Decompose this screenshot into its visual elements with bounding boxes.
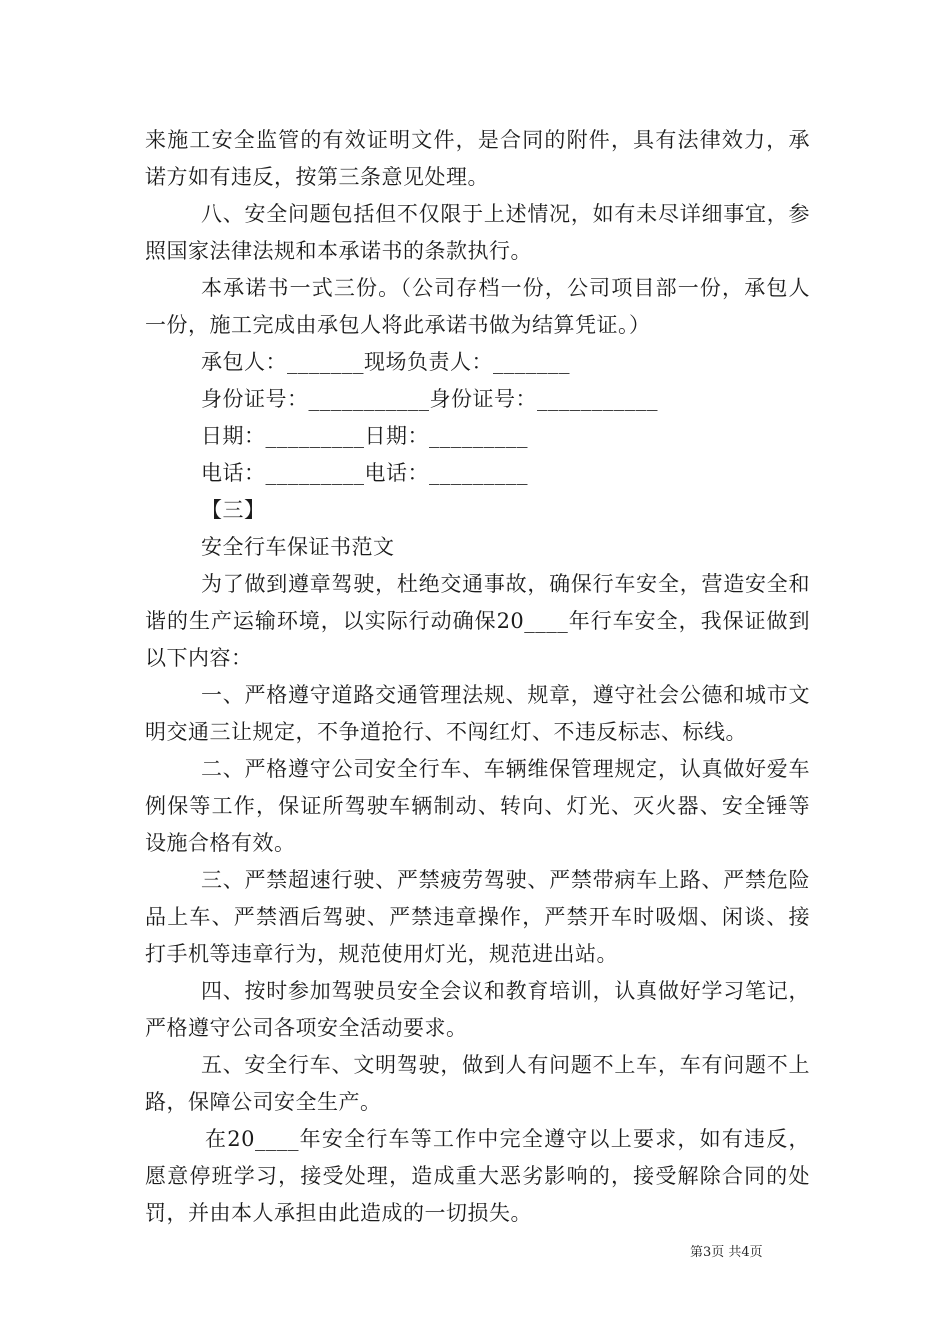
paragraph-item-eight: 八、安全问题包括但不仅限于上述情况，如有未尽详细事宜，参照国家法律法规和本承诺书的条款执行。 <box>145 202 810 263</box>
signature-line-date: 日期：_________日期：_________ <box>201 424 528 448</box>
paragraph-intro: 为了做到遵章驾驶，杜绝交通事故，确保行车安全，营造安全和谐的生产运输环境，以实际行动确保20____年行车安全，我保证做到以下内容： <box>145 572 810 670</box>
paragraph-closing: 在20____年安全行车等工作中完全遵守以上要求，如有违反，愿意停班学习，接受处理，造成重大恶劣影响的，接受解除合同的处罚，并由本人承担由此造成的一切损失。 <box>145 1127 810 1225</box>
section-marker: 【三】 <box>201 498 266 522</box>
paragraph-item-three: 三、严禁超速行驶、严禁疲劳驾驶、严禁带病车上路、严禁危险品上车、严禁酒后驾驶、严禁违章操作，严禁开车时吸烟、闲谈、接打手机等违章行为，规范使用灯光，规范进出站。 <box>145 868 810 966</box>
document-body <box>145 122 810 1232</box>
paragraph-item-one: 一、严格遵守道路交通管理法规、规章，遵守社会公德和城市文明交通三让规定，不争道抢行、不闯红灯、不违反标志、标线。 <box>145 683 810 744</box>
section-title: 安全行车保证书范文 <box>201 535 395 559</box>
paragraph-copies-note: 本承诺书一式三份。（公司存档一份，公司项目部一份，承包人一份，施工完成由承包人将此承诺书做为结算凭证。） <box>145 276 810 337</box>
paragraph-continuation: 来施工安全监管的有效证明文件，是合同的附件，具有法律效力，承诺方如有违反，按第三条意见处理。 <box>145 128 810 189</box>
paragraph-item-two: 二、严格遵守公司安全行车、车辆维保管理规定，认真做好爱车例保等工作，保证所驾驶车辆制动、转向、灯光、灭火器、安全锤等设施合格有效。 <box>145 757 810 855</box>
page-number-footer: 第3页 共4页 <box>690 1245 763 1260</box>
paragraph-item-four: 四、按时参加驾驶员安全会议和教育培训，认真做好学习笔记，严格遵守公司各项安全活动要求。 <box>145 979 810 1040</box>
signature-line-id-number: 身份证号：___________身份证号：___________ <box>201 387 658 411</box>
signature-line-phone: 电话：_________电话：_________ <box>201 461 528 485</box>
paragraph-item-five: 五、安全行车、文明驾驶，做到人有问题不上车，车有问题不上路，保障公司安全生产。 <box>145 1053 810 1114</box>
signature-line-contractor: 承包人：_______现场负责人：_______ <box>201 350 570 374</box>
